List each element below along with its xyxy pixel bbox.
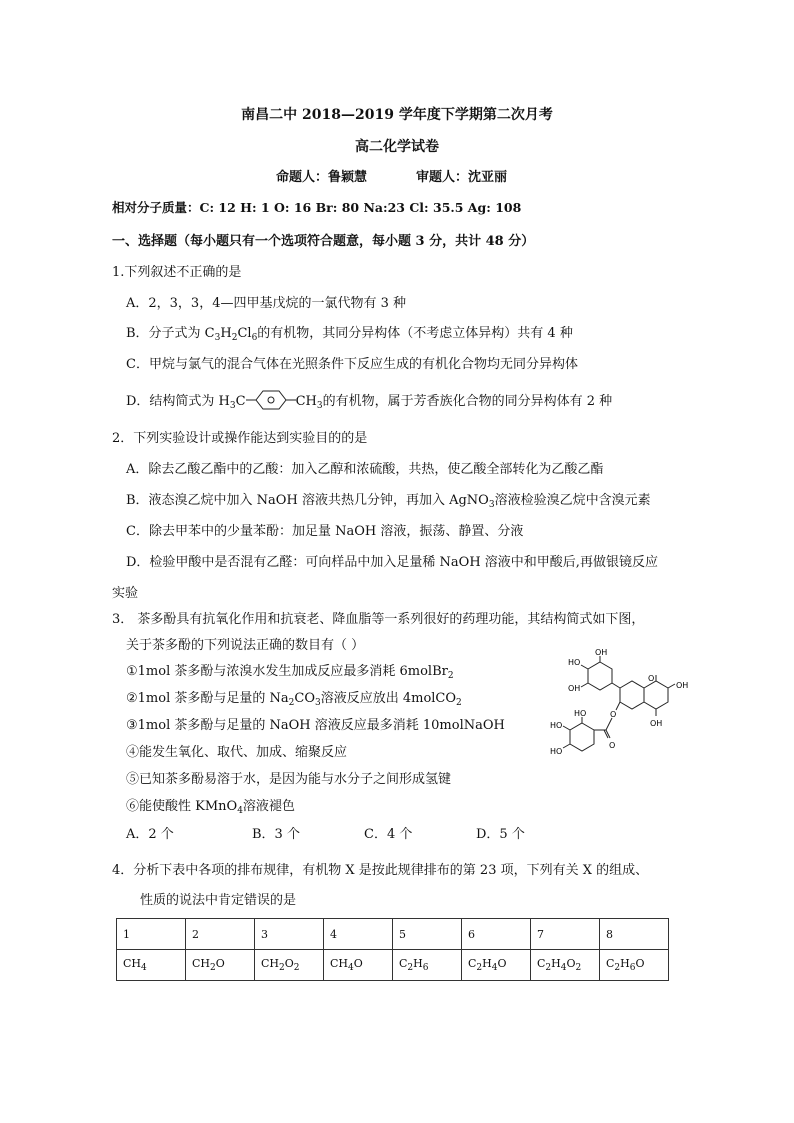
q4-stem-2: 性质的说法中肯定错误的是 (140, 893, 297, 908)
ho-label: HO (568, 658, 581, 667)
table-cell: 6 (462, 919, 531, 950)
table-cell: 2 (186, 919, 255, 950)
oh-label: OH (650, 719, 663, 728)
q3-stem: 3． 茶多酚具有抗氧化作用和抗衰老、降血脂等一系列很好的药理功能，其结构简式如下图， (112, 612, 645, 627)
q3-statement-6: ⑥能使酸性 KMnO$_4$溶液褪色 (126, 799, 295, 816)
q2-option-b: B．液态溴乙烷中加入 NaOH 溶液共热几分钟，再加入 AgNO$_3$溶液检验溴乙烷中含溴元素 (126, 493, 651, 510)
q4-stem: 4．分析下表中各项的排布规律，有机物 X 是按此规律排布的第 23 项，下列有关 X 的组成、 (112, 863, 649, 878)
q1-option-b: B．分子式为 $C_3H_2Cl_6$的有机物，其同分异构体（不考虑立体异构）共有 4 种 (126, 326, 573, 343)
table-cell: 1 (117, 919, 186, 950)
formula-cell: $CH_2O$ (186, 950, 255, 981)
q1-option-c: C．甲烷与氯气的混合气体在光照条件下反应生成的有机化合物均无同分异构体 (126, 357, 578, 372)
ho-label: HO (574, 709, 587, 718)
q1-stem: 1.下列叙述不正确的是 (112, 265, 242, 280)
q3-statement-1: ①1mol 茶多酚与浓溴水发生加成反应最多消耗 6molBr$_2$ (126, 664, 454, 681)
formula-cell: $CH_4O$ (324, 950, 393, 981)
formula-cell: $C_2H_6O$ (600, 950, 669, 981)
table-header-row (117, 919, 669, 950)
q3-statement-4: ④能发生氧化、取代、加成、缩聚反应 (126, 745, 348, 760)
o-label: O (610, 710, 617, 719)
q3-option-d: D．5 个 (476, 827, 525, 842)
q3-statement-5: ⑤已知茶多酚易溶于水，是因为能与水分子之间形成氢键 (126, 772, 452, 787)
q3-option-c: C．4 个 (364, 827, 413, 842)
author-label: 命题人：鲁颖慧 (276, 170, 368, 185)
q2-option-d: D．检验甲酸中是否混有乙醛：可向样品中加入足量稀 NaOH 溶液中和甲酸后,再做银镜反应 (126, 555, 658, 570)
tea-polyphenol-structure-icon (548, 648, 708, 772)
table-cell: 5 (393, 919, 462, 950)
ho-label: HO (550, 747, 563, 756)
q2-option-a: A．除去乙酸乙酯中的乙酸：加入乙醇和浓硫酸，共热，使乙酸全部转化为乙酸乙酯 (126, 462, 604, 477)
formula-cell: $CH_2O_2$ (255, 950, 324, 981)
q3-option-a: A．2 个 (126, 827, 174, 842)
ho-label: HO (550, 721, 563, 730)
subject-title: 高二化学试卷 (355, 139, 439, 155)
q3-stem-2: 关于茶多酚的下列说法正确的数目有（ ） (126, 638, 365, 653)
q2-stem: 2．下列实验设计或操作能达到实验目的的是 (112, 431, 368, 446)
q3-statement-2: ②1mol 茶多酚与足量的 $Na_2CO_3$溶液反应放出 4molCO$_2$ (126, 691, 462, 708)
oh-label: OH (568, 684, 581, 693)
q2-option-c: C．除去甲苯中的少量苯酚：加足量 NaOH 溶液，振荡、静置、分液 (126, 524, 524, 539)
oh-label: OH (676, 681, 689, 690)
reviewer-label: 审题人：沈亚丽 (416, 170, 508, 185)
oh-label: OH (595, 648, 608, 657)
section-heading: 一、选择题（每小题只有一个选项符合题意，每小题 3 分，共计 48 分） (112, 234, 535, 249)
formula-cell: $CH_4$ (117, 950, 186, 981)
o-label: O (609, 741, 616, 750)
formula-cell: $C_2H_4O$ (462, 950, 531, 981)
table-formula-row (117, 950, 669, 981)
table-cell: 7 (531, 919, 600, 950)
table-cell: 3 (255, 919, 324, 950)
table-cell: 8 (600, 919, 669, 950)
q1-option-a: A．2，3，3，4—四甲基戊烷的一氯代物有 3 种 (126, 296, 407, 311)
table-cell: 4 (324, 919, 393, 950)
q3-statement-3: ③1mol 茶多酚与足量的 NaOH 溶液反应最多消耗 10molNaOH (126, 718, 505, 733)
q3-option-b: B．3 个 (252, 827, 300, 842)
atomic-masses: 相对分子质量：C: 12 H: 1 O: 16 Br: 80 Na:23 Cl: 35.5 Ag: 108 (112, 200, 522, 215)
formula-cell: $C_2H_6$ (393, 950, 462, 981)
benzene-ring-icon (246, 389, 296, 411)
o-label: O (648, 674, 655, 683)
q2-option-d-continued: 实验 (112, 586, 139, 601)
exam-title: 南昌二中 2018—2019 学年度下学期第二次月考 (241, 107, 553, 123)
q1-option-d: D．结构简式为 $H_3C$ $CH_3$的有机物，属于芳香族化合物的同分异构体有 2 种 (126, 389, 612, 411)
formula-cell: $C_2H_4O_2$ (531, 950, 600, 981)
sequence-table (116, 918, 669, 981)
